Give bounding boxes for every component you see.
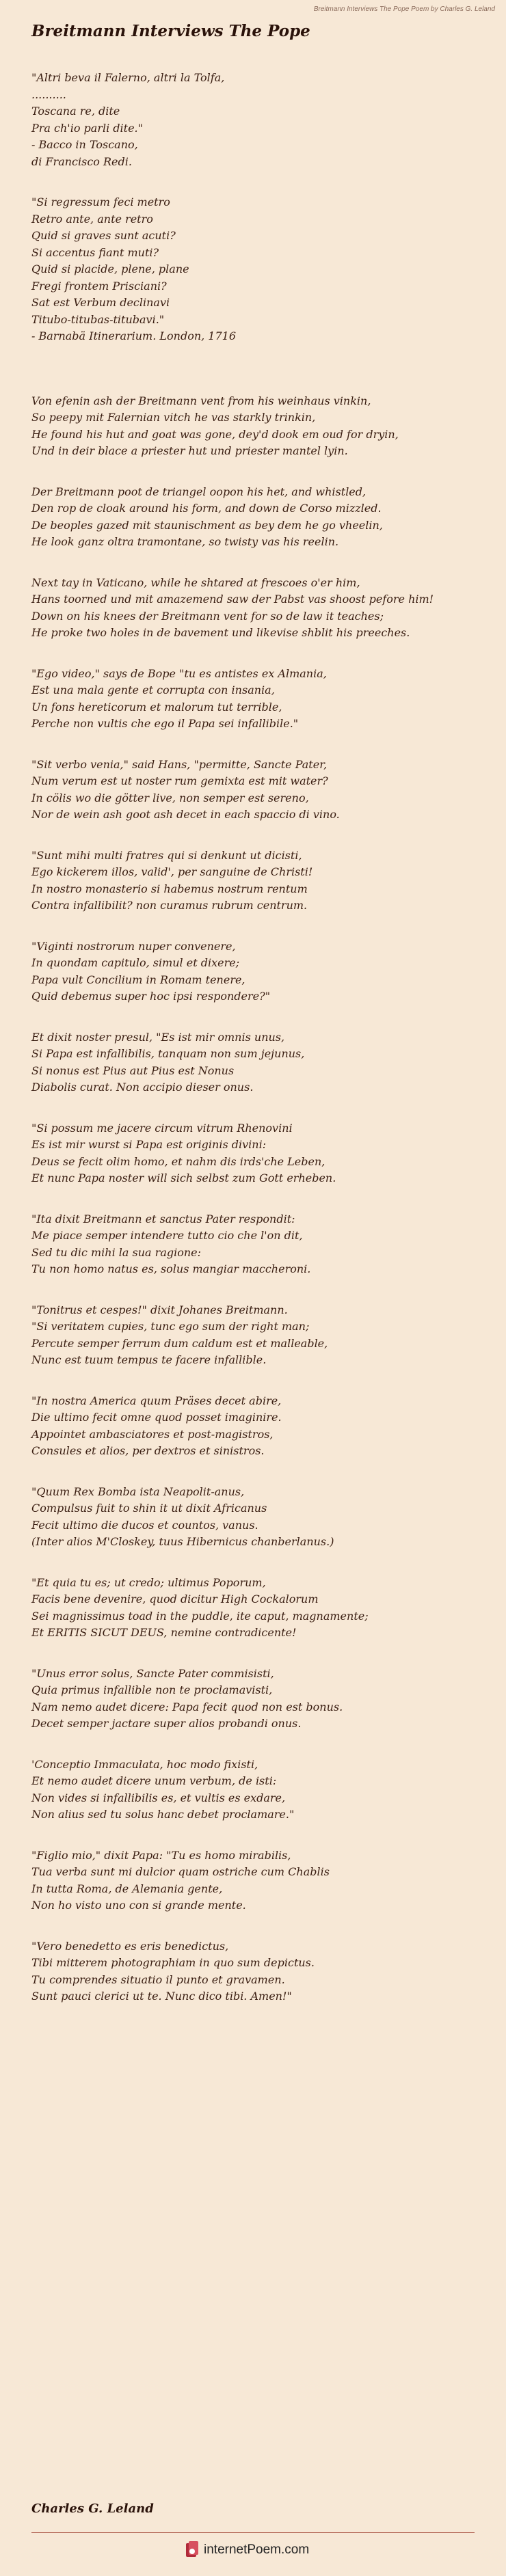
poem-line: "In nostra America quum Präses decet abire, (31, 1394, 282, 1407)
poem-line: "Vero benedetto es eris benedictus, (31, 1939, 229, 1953)
poem-line: Quid si placide, plene, plane (31, 262, 189, 275)
stanza (31, 848, 483, 914)
poem-line: Nam nemo audet dicere: Papa fecit quod non est bonus. (31, 1700, 343, 1713)
poem-line: Appointet ambasciatores et post-magistros, (31, 1427, 274, 1441)
poem-line: Diabolis curat. Non accipio dieser onus. (31, 1081, 254, 1094)
poem-line: In quondam capitulo, simul et dixere; (31, 956, 240, 969)
poem-line: Consules et alios, per dextros et sinistros. (31, 1444, 265, 1457)
poem-line: Tu non homo natus es, solus mangiar maccheroni. (31, 1262, 311, 1275)
poem-line: Et dixit noster presul, "Es ist mir omnis unus, (31, 1030, 285, 1044)
poem-line: Von efenin ash der Breitmann vent from his weinhaus vinkin, (31, 394, 371, 407)
poem-line: di Francisco Redi. (31, 154, 132, 168)
stanza (31, 757, 483, 824)
poem-line: He proke two holes in de bavement und likevise shblit his preeches. (31, 626, 410, 639)
stanza (31, 1393, 483, 1460)
poem-line: Compulsus fuit to shin it ut dixit Africanus (31, 1502, 267, 1515)
poem-line: Si nonus est Pius aut Pius est Nonus (31, 1063, 235, 1077)
poem-line: So peepy mit Falernian vitch he vas starkly trinkin, (31, 411, 316, 424)
poem-line: Es ist mir wurst si Papa est originis divini: (31, 1138, 267, 1151)
poem-line: "Unus error solus, Sancte Pater commisisti, (31, 1666, 274, 1680)
stanza (31, 484, 483, 551)
poem-line: "Ita dixit Breitmann et sanctus Pater respondit: (31, 1212, 295, 1225)
page-caption: Breitmann Interviews The Pope Poem by Charles G. Leland (313, 5, 495, 13)
poem-line: "Sunt mihi multi fratres qui si denkunt ut dicisti, (31, 848, 302, 862)
poem-line: Tu comprendes situatio il punto et gravamen. (31, 1972, 285, 1986)
poem-line: Perche non vultis che ego il Papa sei infallibile." (31, 717, 299, 730)
poem-line: In cölis wo die götter live, non semper est sereno, (31, 791, 309, 804)
poem-line: Und in deir blace a priester hut und priester mantel lyin. (31, 444, 348, 457)
stanza (31, 1211, 483, 1278)
poem-line: "Tonitrus et cespes!" dixit Johanes Breitmann. (31, 1303, 288, 1316)
poem-line: 'Conceptio Immaculata, hoc modo fixisti, (31, 1757, 258, 1771)
poem-author: Charles G. Leland (31, 2502, 154, 2516)
poem-line: "Altri beva il Falerno, altri la Tolfa, (31, 71, 225, 84)
poem-line: Quid debemus super hoc ipsi respondere?" (31, 990, 271, 1003)
stanza (31, 393, 483, 460)
poem-line: Down on his knees der Breitmann vent for so de law it teaches; (31, 609, 384, 623)
poem-line: Si accentus fiant muti? (31, 245, 159, 259)
poem-line: "Si possum me jacere circum vitrum Rhenovini (31, 1121, 293, 1135)
poem-line: Non ho visto uno con si grande mente. (31, 1899, 246, 1912)
poem-line: Percute semper ferrum dum caldum est et malleable, (31, 1336, 328, 1350)
poem-line: Et nemo audet dicere unum verbum, de isti: (31, 1774, 277, 1787)
footer-divider (31, 2532, 475, 2533)
poem-line: Fecit ultimo die ducos et countos, vanus. (31, 1518, 258, 1532)
poem-line: Sed tu dic mihi la sua ragione: (31, 1245, 202, 1259)
poem-line: Sat est Verbum declinavi (31, 296, 170, 309)
poem-line: Non vides si infallibilis es, et vultis es exdare, (31, 1791, 286, 1804)
poem-line: Sunt pauci clerici ut te. Nunc dico tibi. Amen!" (31, 1990, 292, 2003)
poem-line: Non alius sed tu solus hanc debet proclamare." (31, 1808, 295, 1821)
poem-line: Tua verba sunt mi dulcior quam ostriche cum Chablis (31, 1865, 330, 1878)
poem-line: "Si veritatem cupies, tunc ego sum der right man; (31, 1320, 310, 1333)
poem-line: - Barnabä Itinerarium. London, 1716 (31, 329, 237, 342)
poem-line: "Sit verbo venia," said Hans, "permitte, Sancte Pater, (31, 757, 328, 771)
logo-icon (185, 2541, 200, 2559)
poem-line: Quid si graves sunt acuti? (31, 229, 176, 242)
poem-line: Toscana re, dite (31, 105, 120, 118)
poem-line: He look ganz oltra tramontane, so twisty vas his reelin. (31, 535, 339, 548)
stanza (31, 575, 483, 642)
stanza (31, 938, 483, 1005)
poem-line: He found his hut and goat was gone, dey'd dook em oud for dryin, (31, 427, 399, 441)
stanza (31, 1847, 483, 1914)
poem-line: .......... (31, 87, 66, 101)
stanza (31, 1484, 483, 1551)
poem-line: De beoples gazed mit staunischment as bey dem he go vheelin, (31, 518, 383, 532)
poem-line: Est una mala gente et corrupta con insania, (31, 683, 275, 696)
stanza (31, 1302, 483, 1369)
poem-line: Un fons hereticorum et malorum tut terrible, (31, 700, 282, 714)
poem-line: Contra infallibilit? non curamus rubrum centrum. (31, 899, 308, 912)
poem-line: "Quum Rex Bomba ista Neapolit-anus, (31, 1484, 245, 1498)
poem-line: Si Papa est infallibilis, tanquam non sum jejunus, (31, 1047, 305, 1060)
poem-line: "Figlio mio," dixit Papa: "Tu es homo mirabilis, (31, 1848, 291, 1862)
poem-line: Fregi frontem Prisciani? (31, 279, 167, 293)
logo-text: internetPoem.com (204, 2543, 310, 2557)
poem-line: Quia primus infallible non te proclamavisti, (31, 1683, 273, 1696)
poem-line: Num verum est ut noster rum gemixta est mit water? (31, 774, 328, 787)
poem-line: Nor de wein ash goot ash decet in each spaccio di vino. (31, 808, 340, 821)
poem-body (31, 70, 483, 2029)
stanza (31, 194, 483, 345)
poem-line: Retro ante, ante retro (31, 212, 153, 226)
poem-line: In nostro monasterio si habemus nostrum rentum (31, 882, 308, 895)
poem-line: Die ultimo fecit omne quod posset imaginire. (31, 1411, 282, 1424)
poem-line: Titubo-titubas-titubavi." (31, 312, 165, 326)
poem-line: "Ego video," says de Bope "tu es antistes ex Almania, (31, 666, 327, 680)
poem-line: Tibi mitterem photographiam in quo sum depictus. (31, 1956, 315, 1969)
poem-title: Breitmann Interviews The Pope (31, 22, 310, 40)
stanza (31, 1575, 483, 1642)
stanza (31, 1029, 483, 1096)
site-logo[interactable] (185, 2541, 309, 2559)
poem-line: Der Breitmann poot de triangel oopon his het, and whistled, (31, 485, 367, 498)
poem-line: Hans toorned und mit amazemend saw der Pabst vas shoost pefore him! (31, 593, 434, 606)
poem-line: "Viginti nostrorum nuper convenere, (31, 939, 236, 953)
poem-line: Facis bene devenire, quod dicitur High Cockalorum (31, 1592, 319, 1605)
stanza (31, 1757, 483, 1823)
poem-line: "Et quia tu es; ut credo; ultimus Poporum, (31, 1575, 266, 1589)
stanza (31, 1666, 483, 1733)
poem-line: Next tay in Vaticano, while he shtared at frescoes o'er him, (31, 575, 360, 589)
poem-line: Me piace semper intendere tutto cio che l'on dit, (31, 1229, 303, 1242)
poem-line: Et nunc Papa noster will sich selbst zum Gott erheben. (31, 1171, 336, 1184)
poem-line: "Si regressum feci metro (31, 195, 170, 208)
stanza (31, 1938, 483, 2005)
poem-line: Nunc est tuum tempus te facere infallible. (31, 1353, 267, 1366)
poem-line: Sei magnissimus toad in the puddle, ite caput, magnamente; (31, 1609, 369, 1623)
poem-line: Et ERITIS SICUT DEUS, nemine contradicente! (31, 1626, 297, 1639)
poem-line: Den rop de cloak around his form, and down de Corso mizzled. (31, 502, 382, 515)
poem-line: In tutta Roma, de Alemania gente, (31, 1882, 223, 1895)
poem-line: (Inter alios M'Closkey, tuus Hibernicus chanberlanus.) (31, 1535, 334, 1548)
poem-line: Pra ch'io parli dite." (31, 121, 143, 135)
poem-line: Ego kickerem illos, valid', per sanguine de Christi! (31, 865, 313, 878)
poem-line: Decet semper jactare super alios probandi onus. (31, 1717, 302, 1730)
stanza (31, 70, 483, 170)
poem-line: Deus se fecit olim homo, et nahm dis irds'che Leben, (31, 1154, 325, 1168)
poem-line: Papa vult Concilium in Romam tenere, (31, 973, 245, 986)
poem-line: - Bacco in Toscano, (31, 138, 138, 151)
stanza (31, 1120, 483, 1187)
stanza (31, 666, 483, 733)
